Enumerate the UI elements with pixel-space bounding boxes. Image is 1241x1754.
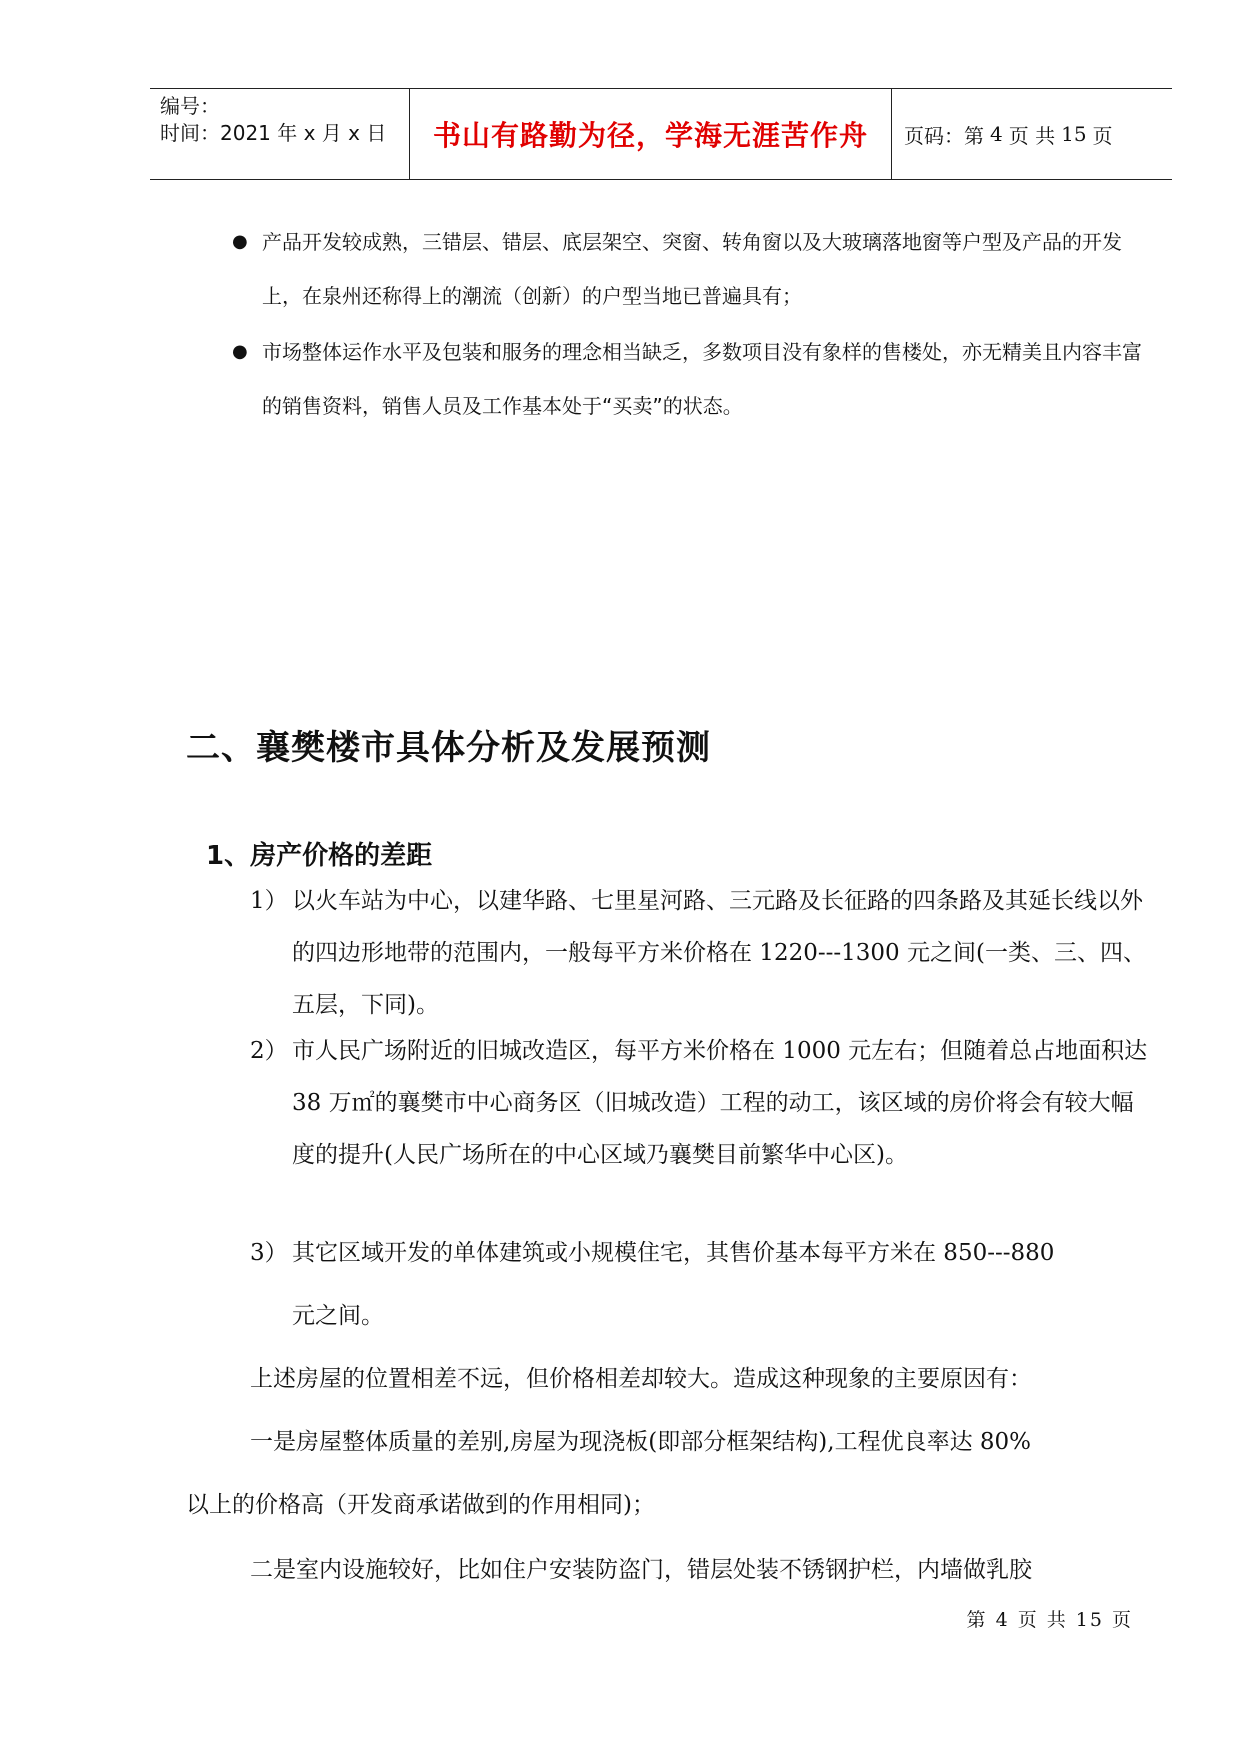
paragraph: 二是室内设施较好，比如住户安装防盗门，错层处装不锈钢护栏，内墙做乳胶 <box>250 1557 1032 1583</box>
serial-label: 编号： <box>160 94 220 118</box>
bullet-dot: ● <box>232 231 248 252</box>
bullet-item <box>232 215 1142 323</box>
bullet-text: 产品开发较成熟，三错层、错层、底层架空、突窗、转角窗以及大玻璃落地窗等户型及产品的开发上，在泉州还称得上的潮流（创新）的户型当地已普遍具有； <box>262 230 1122 308</box>
list-item <box>250 1025 1155 1181</box>
section-title: 二、襄樊楼市具体分析及发展预测 <box>186 728 711 768</box>
item-text-line: 其它区域开发的单体建筑或小规模住宅，其售价基本每平方米在 850---880 <box>292 1240 1055 1266</box>
page-total: 15 <box>1061 122 1087 146</box>
page-prefix: 页码：第 <box>904 123 984 148</box>
page-suffix: 页 <box>1092 123 1113 148</box>
bullet-item <box>232 325 1142 433</box>
header-page-number <box>892 89 1172 179</box>
item-number: 2） <box>250 1038 288 1064</box>
page-header <box>150 88 1172 180</box>
bullet-text: 市场整体运作水平及包装和服务的理念相当缺乏，多数项目没有象样的售楼处，亦无精美且内容丰富的销售资料，销售人员及工作基本处于“买卖”的状态。 <box>262 340 1142 418</box>
time-label: 时间：2021 年 x 月 x 日 <box>160 121 387 145</box>
item-text: 市人民广场附近的旧城改造区，每平方米价格在 1000 元左右；但随着总占地面积达 38 万㎡的襄樊市中心商务区（旧城改造）工程的动工，该区域的房价将会有较大幅度的提升(人民广场所在的中心区域乃襄樊目前繁华中心区)。 <box>292 1038 1148 1168</box>
list-item <box>250 875 1155 1031</box>
header-motto: 书山有路勤为径，学海无涯苦作舟 <box>410 89 892 179</box>
page-footer: 第 4 页 共 15 页 <box>966 1609 1133 1631</box>
bullet-dot: ● <box>232 341 248 362</box>
paragraph-line: 以上的价格高（开发商承诺做到的作用相同)； <box>186 1492 655 1518</box>
list-item <box>250 1227 1155 1279</box>
page-mid: 页 共 <box>1008 123 1056 148</box>
item-text: 以火车站为中心，以建华路、七里星河路、三元路及长征路的四条路及其延长线以外的四边形地带的范围内，一般每平方米价格在 1220---1300 元之间(一类、三、四、五层，下同)。 <box>292 888 1146 1018</box>
paragraph-line: 一是房屋整体质量的差别,房屋为现浇板(即部分框架结构),工程优良率达 80% <box>250 1429 1032 1455</box>
paragraph: 上述房屋的位置相差不远，但价格相差却较大。造成这种现象的主要原因有： <box>250 1366 1032 1392</box>
item-number: 3） <box>250 1240 288 1266</box>
subsection-title: 1、房产价格的差距 <box>206 841 433 871</box>
item-text-line: 元之间。 <box>292 1303 384 1329</box>
header-meta <box>150 89 410 179</box>
item-number: 1） <box>250 888 288 914</box>
page-current: 4 <box>990 122 1003 146</box>
